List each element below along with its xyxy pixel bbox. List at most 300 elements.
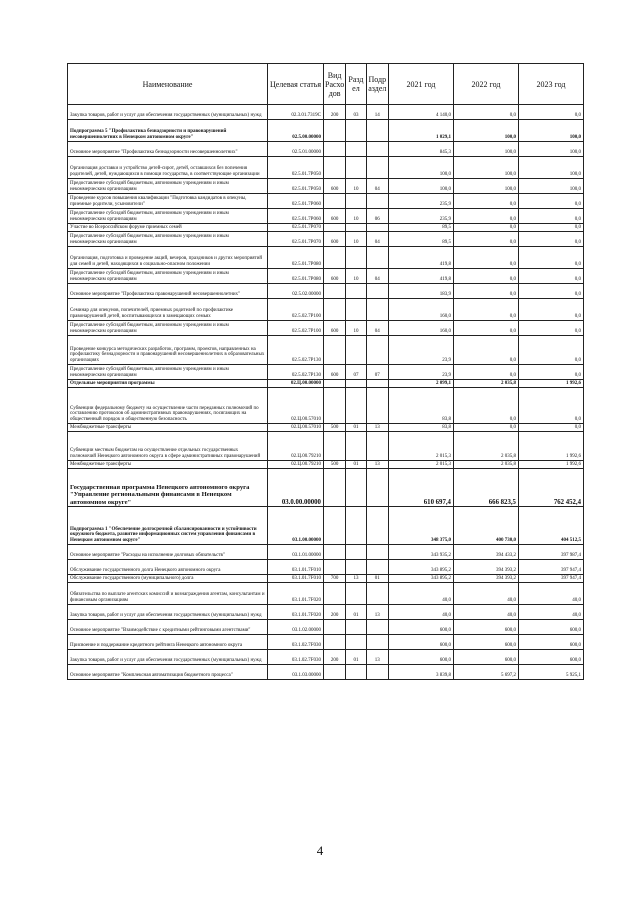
row-2021-value-cell: 3 839,8 xyxy=(388,665,453,680)
row-section-cell xyxy=(346,380,366,388)
row-2022-value-cell: 40,0 xyxy=(453,605,518,620)
row-subsection-cell: 13 xyxy=(366,424,388,432)
header-name: Наименование xyxy=(68,64,268,105)
table-row xyxy=(68,284,584,299)
row-expense-type-cell: 200 xyxy=(323,650,345,665)
row-2023-value-cell: 600,0 xyxy=(518,650,583,665)
row-section-cell: 13 xyxy=(346,575,366,583)
row-name-cell: Предоставление субсидий бюджетным, автономным учреждениям и иным некоммерческим организациям xyxy=(68,209,268,224)
row-target-article-cell: 02.3.01.7319C xyxy=(268,105,324,120)
row-name-cell: Организация доставки и устройство детей-сирот, детей, оставшихся без попечения родителей, детей, нуждающихся в помощи государства, в соответствующие организации xyxy=(68,157,268,179)
row-section-cell: 10 xyxy=(346,269,366,284)
row-target-article-cell: 03.1.01.7F010 xyxy=(268,560,324,575)
row-2023-value-cell: 100,0 xyxy=(518,179,583,194)
row-name-cell: Закупка товаров, работ и услуг для обеспечения государственных (муниципальных) нужд xyxy=(68,605,268,620)
row-subsection-cell: 13 xyxy=(366,650,388,665)
row-subsection-cell xyxy=(366,620,388,635)
row-subsection-cell xyxy=(366,560,388,575)
row-2022-value-cell: 0,0 xyxy=(453,194,518,209)
row-2021-value-cell: 235,9 xyxy=(388,194,453,209)
row-2021-value-cell: 600,0 xyxy=(388,650,453,665)
row-section-cell xyxy=(346,545,366,560)
row-2023-value-cell: 0,0 xyxy=(518,299,583,321)
row-subsection-cell xyxy=(366,583,388,605)
row-subsection-cell: 06 xyxy=(366,209,388,224)
row-2021-value-cell: 40,0 xyxy=(388,583,453,605)
row-section-cell xyxy=(346,157,366,179)
row-expense-type-cell xyxy=(323,388,345,424)
row-2022-value-cell: 2 035,8 xyxy=(453,432,518,461)
row-2023-value-cell: 100,0 xyxy=(518,157,583,179)
row-2021-value-cell: 23,9 xyxy=(388,336,453,365)
row-target-article-cell: 02.5.01.7P060 xyxy=(268,209,324,224)
row-2022-value-cell: 0,0 xyxy=(453,321,518,336)
row-expense-type-cell xyxy=(323,120,345,142)
row-target-article-cell: 03.1.00.00000 xyxy=(268,507,324,545)
table-row xyxy=(68,365,584,380)
row-expense-type-cell: 700 xyxy=(323,575,345,583)
table-row xyxy=(68,157,584,179)
row-section-cell: 01 xyxy=(346,605,366,620)
table-row xyxy=(68,650,584,665)
row-section-cell xyxy=(346,507,366,545)
table-body xyxy=(68,105,584,680)
table-row xyxy=(68,424,584,432)
row-2023-value-cell: 0,0 xyxy=(518,365,583,380)
row-subsection-cell xyxy=(366,224,388,232)
row-2022-value-cell: 600,0 xyxy=(453,635,518,650)
row-name-cell: Обязательства по выплате агентских комиссий и вознаграждения агентам, консультантам и финансовым организациям xyxy=(68,583,268,605)
row-name-cell: Субвенции федеральному бюджету на осуществление части переданных полномочий по составлению протоколов об административных правонарушениях, посягающих на общественный порядок и общественную безопасность xyxy=(68,388,268,424)
row-expense-type-cell xyxy=(323,469,345,507)
row-name-cell: Основное мероприятие "Расходы на исполнение долговых обязательств" xyxy=(68,545,268,560)
row-subsection-cell: 04 xyxy=(366,321,388,336)
row-2023-value-cell: 1 992,6 xyxy=(518,380,583,388)
table-row xyxy=(68,560,584,575)
row-name-cell: Закупка товаров, работ и услуг для обеспечения государственных (муниципальных) нужд xyxy=(68,105,268,120)
row-2021-value-cell: 600,0 xyxy=(388,620,453,635)
row-2021-value-cell: 610 697,4 xyxy=(388,469,453,507)
row-target-article-cell: 03.1.01.7F020 xyxy=(268,583,324,605)
row-2021-value-cell: 2 015,3 xyxy=(388,432,453,461)
row-target-article-cell: 02.5.01.7P070 xyxy=(268,224,324,232)
row-subsection-cell xyxy=(366,665,388,680)
header-section: Разд ел xyxy=(346,64,366,105)
table-row xyxy=(68,179,584,194)
row-subsection-cell xyxy=(366,545,388,560)
row-2021-value-cell: 100,0 xyxy=(388,157,453,179)
row-expense-type-cell xyxy=(323,284,345,299)
row-expense-type-cell: 600 xyxy=(323,321,345,336)
row-subsection-cell: 04 xyxy=(366,179,388,194)
row-section-cell xyxy=(346,142,366,157)
row-2022-value-cell: 394 433,2 xyxy=(453,545,518,560)
row-2022-value-cell: 2 035,8 xyxy=(453,380,518,388)
row-subsection-cell xyxy=(366,299,388,321)
row-name-cell: Семинар для опекунов, попечителей, приемных родителей по профилактике правонарушений детей, воспитывающихся в замещающих семьях xyxy=(68,299,268,321)
row-target-article-cell: 02.5.02.7P130 xyxy=(268,365,324,380)
table-row xyxy=(68,635,584,650)
row-2023-value-cell: 1 992,6 xyxy=(518,432,583,461)
row-target-article-cell: 02.Ц.00.57010 xyxy=(268,388,324,424)
row-section-cell xyxy=(346,620,366,635)
row-2022-value-cell: 40,0 xyxy=(453,583,518,605)
row-2021-value-cell: 343 895,2 xyxy=(388,575,453,583)
row-2021-value-cell: 419,8 xyxy=(388,269,453,284)
row-expense-type-cell: 200 xyxy=(323,105,345,120)
row-2023-value-cell: 0,0 xyxy=(518,105,583,120)
row-name-cell: Закупка товаров, работ и услуг для обеспечения государственных (муниципальных) нужд xyxy=(68,650,268,665)
row-name-cell: Предоставление субсидий бюджетным, автономным учреждениям и иным некоммерческим организациям xyxy=(68,321,268,336)
row-subsection-cell xyxy=(366,432,388,461)
row-2023-value-cell: 100,0 xyxy=(518,120,583,142)
row-2023-value-cell: 0,0 xyxy=(518,209,583,224)
table-row xyxy=(68,247,584,269)
table-row xyxy=(68,461,584,469)
row-target-article-cell: 03.1.01.00000 xyxy=(268,545,324,560)
row-2021-value-cell: 419,8 xyxy=(388,247,453,269)
table-row xyxy=(68,605,584,620)
row-target-article-cell: 03.0.00.00000 xyxy=(268,469,324,507)
row-2022-value-cell: 100,0 xyxy=(453,157,518,179)
row-2023-value-cell: 0,0 xyxy=(518,194,583,209)
row-section-cell xyxy=(346,635,366,650)
row-name-cell: Основное мероприятие "Профилактика безнадзорности несовершеннолетних" xyxy=(68,142,268,157)
table-row xyxy=(68,575,584,583)
row-2021-value-cell: 160,0 xyxy=(388,299,453,321)
row-subsection-cell: 13 xyxy=(366,461,388,469)
row-2023-value-cell: 0,0 xyxy=(518,336,583,365)
row-expense-type-cell xyxy=(323,432,345,461)
row-expense-type-cell xyxy=(323,224,345,232)
row-subsection-cell xyxy=(366,120,388,142)
row-2022-value-cell: 0,0 xyxy=(453,105,518,120)
row-expense-type-cell xyxy=(323,157,345,179)
row-2022-value-cell: 0,0 xyxy=(453,424,518,432)
row-subsection-cell: 01 xyxy=(366,575,388,583)
table-row xyxy=(68,469,584,507)
row-name-cell: Основное мероприятие "Профилактика правонарушений несовершеннолетних" xyxy=(68,284,268,299)
row-2022-value-cell: 0,0 xyxy=(453,232,518,247)
row-subsection-cell: 13 xyxy=(366,605,388,620)
row-2023-value-cell: 404 512,5 xyxy=(518,507,583,545)
row-2022-value-cell: 600,0 xyxy=(453,620,518,635)
row-section-cell: 01 xyxy=(346,424,366,432)
row-2023-value-cell: 600,0 xyxy=(518,635,583,650)
table-row xyxy=(68,388,584,424)
row-target-article-cell: 02.Ц.00.00000 xyxy=(268,380,324,388)
row-section-cell xyxy=(346,388,366,424)
row-expense-type-cell: 500 xyxy=(323,424,345,432)
row-2023-value-cell: 40,0 xyxy=(518,605,583,620)
row-name-cell: Присвоение и поддержание кредитного рейтинга Ненецкого автономного округа xyxy=(68,635,268,650)
row-section-cell xyxy=(346,284,366,299)
row-2021-value-cell: 600,0 xyxy=(388,635,453,650)
row-2023-value-cell: 397 947,4 xyxy=(518,575,583,583)
row-2023-value-cell: 5 925,1 xyxy=(518,665,583,680)
row-section-cell xyxy=(346,247,366,269)
row-2023-value-cell: 397 987,4 xyxy=(518,545,583,560)
row-section-cell xyxy=(346,432,366,461)
row-2021-value-cell: 100,0 xyxy=(388,179,453,194)
row-section-cell: 03 xyxy=(346,105,366,120)
row-expense-type-cell: 600 xyxy=(323,365,345,380)
row-2022-value-cell: 0,0 xyxy=(453,299,518,321)
budget-table xyxy=(67,63,584,680)
row-name-cell: Проведение конкурса методических разработок, программ, проектов, направленных на профилактику безнадзорности и правонарушений несовершеннолетних в образовательных организациях xyxy=(68,336,268,365)
row-2022-value-cell: 0,0 xyxy=(453,209,518,224)
row-target-article-cell: 02.Ц.00.79210 xyxy=(268,461,324,469)
row-name-cell: Обслуживание государственного (муниципального) долга xyxy=(68,575,268,583)
row-subsection-cell xyxy=(366,142,388,157)
table-row xyxy=(68,194,584,209)
row-2021-value-cell: 2 099,1 xyxy=(388,380,453,388)
row-2021-value-cell: 348 375,0 xyxy=(388,507,453,545)
row-2021-value-cell: 4 140,0 xyxy=(388,105,453,120)
row-2021-value-cell: 160,0 xyxy=(388,321,453,336)
row-subsection-cell xyxy=(366,194,388,209)
table-row xyxy=(68,665,584,680)
row-subsection-cell: 14 xyxy=(366,105,388,120)
header-year-2023: 2023 год xyxy=(518,64,583,105)
row-name-cell: Основное мероприятие "Комплексная автоматизация бюджетного процесса" xyxy=(68,665,268,680)
row-expense-type-cell xyxy=(323,336,345,365)
row-name-cell: Предоставление субсидий бюджетным, автономным учреждениям и иным некоммерческим организациям xyxy=(68,232,268,247)
row-target-article-cell: 02.5.00.00000 xyxy=(268,120,324,142)
row-2023-value-cell: 0,0 xyxy=(518,424,583,432)
row-expense-type-cell xyxy=(323,560,345,575)
table-row xyxy=(68,142,584,157)
row-subsection-cell xyxy=(366,388,388,424)
header-target-article: Целевая статья xyxy=(268,64,324,105)
row-2022-value-cell: 394 393,2 xyxy=(453,575,518,583)
row-2022-value-cell: 100,0 xyxy=(453,120,518,142)
row-target-article-cell: 02.5.01.7P050 xyxy=(268,179,324,194)
row-expense-type-cell: 600 xyxy=(323,269,345,284)
row-section-cell xyxy=(346,194,366,209)
row-target-article-cell: 02.5.02.7P100 xyxy=(268,299,324,321)
row-2022-value-cell: 666 823,5 xyxy=(453,469,518,507)
table-row xyxy=(68,336,584,365)
row-target-article-cell: 03.1.01.7F020 xyxy=(268,605,324,620)
row-2021-value-cell: 2 015,3 xyxy=(388,461,453,469)
row-target-article-cell: 02.5.01.00000 xyxy=(268,142,324,157)
row-2023-value-cell: 762 452,4 xyxy=(518,469,583,507)
row-expense-type-cell: 600 xyxy=(323,179,345,194)
row-subsection-cell xyxy=(366,469,388,507)
table-row xyxy=(68,507,584,545)
row-expense-type-cell xyxy=(323,299,345,321)
row-2022-value-cell: 100,0 xyxy=(453,142,518,157)
table-row xyxy=(68,224,584,232)
row-subsection-cell xyxy=(366,284,388,299)
row-2023-value-cell: 600,0 xyxy=(518,620,583,635)
row-2023-value-cell: 40,0 xyxy=(518,583,583,605)
row-target-article-cell: 03.1.02.00000 xyxy=(268,620,324,635)
row-2021-value-cell: 83,8 xyxy=(388,388,453,424)
row-expense-type-cell xyxy=(323,620,345,635)
row-expense-type-cell: 200 xyxy=(323,605,345,620)
table-row xyxy=(68,380,584,388)
row-2021-value-cell: 183,9 xyxy=(388,284,453,299)
row-expense-type-cell xyxy=(323,507,345,545)
row-expense-type-cell xyxy=(323,142,345,157)
row-2021-value-cell: 89,5 xyxy=(388,224,453,232)
row-expense-type-cell: 600 xyxy=(323,209,345,224)
row-name-cell: Межбюджетные трансферты xyxy=(68,424,268,432)
table-header-row xyxy=(68,64,584,105)
row-2021-value-cell: 235,9 xyxy=(388,209,453,224)
row-expense-type-cell: 500 xyxy=(323,461,345,469)
row-2021-value-cell: 83,8 xyxy=(388,424,453,432)
row-2021-value-cell: 40,0 xyxy=(388,605,453,620)
row-subsection-cell xyxy=(366,380,388,388)
row-section-cell: 10 xyxy=(346,232,366,247)
row-expense-type-cell xyxy=(323,380,345,388)
row-expense-type-cell xyxy=(323,247,345,269)
row-section-cell xyxy=(346,665,366,680)
row-2023-value-cell: 0,0 xyxy=(518,388,583,424)
row-subsection-cell: 04 xyxy=(366,232,388,247)
row-target-article-cell: 02.5.02.7P130 xyxy=(268,336,324,365)
row-expense-type-cell xyxy=(323,635,345,650)
row-target-article-cell: 02.Ц.00.79210 xyxy=(268,432,324,461)
row-2021-value-cell: 845,3 xyxy=(388,142,453,157)
row-name-cell: Обслуживание государственного долга Ненецкого автономного округа xyxy=(68,560,268,575)
row-2022-value-cell: 400 730,0 xyxy=(453,507,518,545)
row-2023-value-cell: 0,0 xyxy=(518,224,583,232)
row-2022-value-cell: 0,0 xyxy=(453,388,518,424)
row-target-article-cell: 03.1.02.7F030 xyxy=(268,650,324,665)
row-expense-type-cell xyxy=(323,665,345,680)
row-expense-type-cell xyxy=(323,545,345,560)
row-2023-value-cell: 0,0 xyxy=(518,284,583,299)
table-row xyxy=(68,583,584,605)
row-expense-type-cell: 600 xyxy=(323,232,345,247)
table-row xyxy=(68,432,584,461)
table-row xyxy=(68,209,584,224)
row-name-cell: Государственная программа Ненецкого автономного округа "Управление региональными финансами в Ненецком автономном округе" xyxy=(68,469,268,507)
row-target-article-cell: 02.5.02.7P100 xyxy=(268,321,324,336)
row-name-cell: Межбюджетные трансферты xyxy=(68,461,268,469)
row-section-cell xyxy=(346,120,366,142)
row-name-cell: Участие во Всероссийском форуме приемных семей xyxy=(68,224,268,232)
row-section-cell: 01 xyxy=(346,650,366,665)
row-section-cell: 10 xyxy=(346,209,366,224)
row-2022-value-cell: 0,0 xyxy=(453,269,518,284)
row-2022-value-cell: 0,0 xyxy=(453,336,518,365)
row-section-cell: 10 xyxy=(346,321,366,336)
row-name-cell: Подпрограмма 5 "Профилактика безнадзорности и правонарушений несовершеннолетних в Ненецком автономном округе" xyxy=(68,120,268,142)
row-target-article-cell: 03.1.01.7F010 xyxy=(268,575,324,583)
row-name-cell: Организация, подготовка и проведение акций, вечеров, праздников и других мероприятий для семей и детей, находящихся в социально-опасном положении xyxy=(68,247,268,269)
budget-table-container xyxy=(67,63,584,680)
table-row xyxy=(68,321,584,336)
header-expense-type: Вид Расхо дов xyxy=(323,64,345,105)
row-2023-value-cell: 0,0 xyxy=(518,247,583,269)
row-section-cell xyxy=(346,336,366,365)
row-subsection-cell xyxy=(366,336,388,365)
row-2022-value-cell: 0,0 xyxy=(453,247,518,269)
table-row xyxy=(68,120,584,142)
row-2022-value-cell: 2 035,8 xyxy=(453,461,518,469)
row-target-article-cell: 02.5.01.7P080 xyxy=(268,247,324,269)
row-2023-value-cell: 1 992,6 xyxy=(518,461,583,469)
row-subsection-cell: 04 xyxy=(366,269,388,284)
row-name-cell: Предоставление субсидий бюджетным, автономным учреждениям и иным некоммерческим организациям xyxy=(68,269,268,284)
row-subsection-cell xyxy=(366,157,388,179)
row-target-article-cell: 02.5.01.7P080 xyxy=(268,269,324,284)
row-name-cell: Предоставление субсидий бюджетным, автономным учреждениям и иным некоммерческим организациям xyxy=(68,365,268,380)
table-row xyxy=(68,620,584,635)
row-name-cell: Подпрограмма 1 "Обеспечение долгосрочной сбалансированности и устойчивости окружного бюджета, развитие информационных систем управления финансами в Ненецком автономном округе" xyxy=(68,507,268,545)
row-2023-value-cell: 0,0 xyxy=(518,232,583,247)
row-target-article-cell: 02.5.01.7P050 xyxy=(268,157,324,179)
row-section-cell xyxy=(346,583,366,605)
row-2022-value-cell: 600,0 xyxy=(453,650,518,665)
row-target-article-cell: 02.5.02.00000 xyxy=(268,284,324,299)
row-section-cell xyxy=(346,560,366,575)
table-row xyxy=(68,299,584,321)
row-2022-value-cell: 394 393,2 xyxy=(453,560,518,575)
row-target-article-cell: 02.5.01.7P070 xyxy=(268,232,324,247)
table-row xyxy=(68,269,584,284)
row-2021-value-cell: 89,5 xyxy=(388,232,453,247)
table-row xyxy=(68,105,584,120)
row-name-cell: Проведение курсов повышения квалификации "Подготовка кандидатов в опекуны, приемные родители, усыновители" xyxy=(68,194,268,209)
row-section-cell: 10 xyxy=(346,179,366,194)
page-number: 4 xyxy=(316,843,324,858)
row-target-article-cell: 03.1.03.00000 xyxy=(268,665,324,680)
header-year-2022: 2022 год xyxy=(453,64,518,105)
row-subsection-cell: 07 xyxy=(366,365,388,380)
row-target-article-cell: 02.Ц.00.57010 xyxy=(268,424,324,432)
header-subsection: Подр аздел xyxy=(366,64,388,105)
row-2023-value-cell: 0,0 xyxy=(518,269,583,284)
row-2022-value-cell: 5 697,2 xyxy=(453,665,518,680)
row-2023-value-cell: 100,0 xyxy=(518,142,583,157)
row-expense-type-cell xyxy=(323,583,345,605)
row-2021-value-cell: 23,9 xyxy=(388,365,453,380)
row-2022-value-cell: 100,0 xyxy=(453,179,518,194)
row-section-cell: 07 xyxy=(346,365,366,380)
row-name-cell: Основное мероприятие "Взаимодействие с кредитными рейтинговыми агентствами" xyxy=(68,620,268,635)
row-subsection-cell xyxy=(366,635,388,650)
row-name-cell: Субвенции местным бюджетам на осуществление отдельных государственных полномочий Ненецкого автономного округа в сфере административных правонарушений xyxy=(68,432,268,461)
row-section-cell: 01 xyxy=(346,461,366,469)
row-section-cell xyxy=(346,299,366,321)
row-2023-value-cell: 0,0 xyxy=(518,321,583,336)
row-2022-value-cell: 0,0 xyxy=(453,365,518,380)
row-name-cell: Отдельные мероприятия программы xyxy=(68,380,268,388)
row-2022-value-cell: 0,0 xyxy=(453,224,518,232)
row-subsection-cell xyxy=(366,247,388,269)
row-target-article-cell: 02.5.01.7P060 xyxy=(268,194,324,209)
row-target-article-cell: 03.1.02.7F030 xyxy=(268,635,324,650)
row-2021-value-cell: 1 029,1 xyxy=(388,120,453,142)
row-section-cell xyxy=(346,469,366,507)
row-section-cell xyxy=(346,224,366,232)
row-2023-value-cell: 397 947,4 xyxy=(518,560,583,575)
row-name-cell: Предоставление субсидий бюджетным, автономным учреждениям и иным некоммерческим организациям xyxy=(68,179,268,194)
header-year-2021: 2021 год xyxy=(388,64,453,105)
row-2022-value-cell: 0,0 xyxy=(453,284,518,299)
row-subsection-cell xyxy=(366,507,388,545)
row-2021-value-cell: 343 895,2 xyxy=(388,560,453,575)
row-2021-value-cell: 343 935,2 xyxy=(388,545,453,560)
row-expense-type-cell xyxy=(323,194,345,209)
table-row xyxy=(68,232,584,247)
